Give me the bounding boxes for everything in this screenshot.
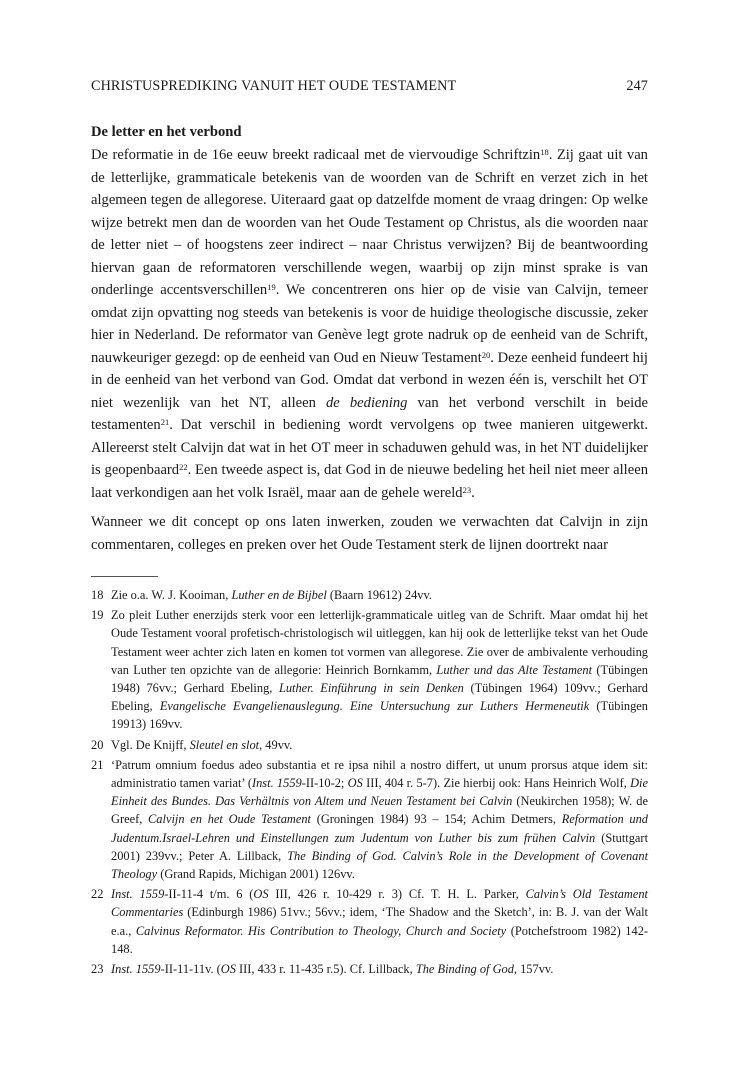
footnote-number: 23 bbox=[91, 962, 104, 977]
footnote-ref-22[interactable]: 22 bbox=[179, 462, 188, 472]
running-head-title: CHRISTUSPREDIKING VANUIT HET OUDE TESTAMENT bbox=[91, 78, 457, 94]
footnote-number: 22 bbox=[91, 887, 104, 902]
footnote-divider bbox=[91, 576, 158, 577]
footnote-22: 22 Inst. 1559-II-11-4 t/m. 6 (OS III, 426 r. 10-429 r. 3) Cf. T. H. L. Parker, Calvin’s Old Testament Commentaries (Edinburgh 1986) 51vv.; 56vv.; idem, ‘The Shadow and the Sketch’, in: B. J. van der Walt e.a., Calvinus Reformator. His Contribution to Theology, Church and Society (Potchefstroom 1982) 142-148. bbox=[91, 887, 649, 956]
footnote-ref-21[interactable]: 21 bbox=[160, 417, 170, 427]
footnote-ref-18[interactable]: 18 bbox=[540, 147, 549, 157]
footnote-number: 18 bbox=[91, 588, 104, 602]
page-number: 247 bbox=[626, 78, 648, 94]
book-page bbox=[91, 0, 648, 1068]
footnote-number: 20 bbox=[91, 737, 104, 752]
footnote-ref-19[interactable]: 19 bbox=[267, 282, 276, 292]
section-heading: De letter en het verbond bbox=[91, 124, 242, 140]
footnote-number: 21 bbox=[91, 757, 104, 772]
footnote-number: 19 bbox=[91, 608, 104, 623]
footnote-ref-23[interactable]: 23 bbox=[462, 484, 472, 495]
footnotes bbox=[91, 586, 648, 980]
footnote-19: 19 Zo pleit Luther enerzijds sterk voor een letterlijk-grammaticale uitleg van de Schrift. Maar omdat hij het Oude Testament vooral profetisch-christologisch wil uitleggen, kan hij ook de letterlijke tekst van het Oude Testament weer achter zich laten en komen tot vormen van allegorese. Zie over de ambivalente verhouding van Luther ten opzichte van de allegorie: Heinrich Bornkamm, Luther und das Alte Testament (Tübingen 1948) 76vv.; Gerhard Ebeling, Luther. Einführung in sein Denken (Tübingen 1964) 109vv.; Gerhard Ebeling, Evangelische Evangelienauslegung. Eine Untersuchung zur Luthers Hermeneutik (Tübingen 19913) 169vv. bbox=[91, 608, 648, 732]
emphasis-text: de bediening bbox=[326, 394, 408, 411]
paragraph-2: Wanneer we dit concept op ons laten inwerken, zouden we verwachten dat Calvijn in zijn commentaren, colleges en preken over het Oude Testament sterk de lijnen doortrekt naar bbox=[91, 514, 648, 553]
footnote-ref-20[interactable]: 20 bbox=[481, 349, 491, 360]
footnote-21: 21 ‘Patrum omnium foedus adeo substantia et re ipsa nihil a nostro differt, ut unum prorsus atque idem sit: administratio tamen variat’ (Inst. 1559-II-10-2; OS III, 404 r. 5-7). Zie hierbij ook: Hans Heinrich Wolf, Die Einheit des Bundes. Das Verhältnis von Altem und Neuen Testament bei Calvin (Neukirchen 1958); W. de Greef, Calvijn en het Oude Testament (Groningen 1984) 93 – 154; Achim Detmers, Reformation und Judentum.Israel-Lehren und Einstellungen zum Judentum von Luther bis zum frühen Calvin (Stuttgart 2001) 239vv.; Peter A. Lillback, The Binding of God. Calvin’s Role in the Development of Covenant Theology (Grand Rapids, Michigan 2001) 126vv. bbox=[91, 757, 649, 882]
paragraph-1: De reformatie in de 16e eeuw breekt radicaal met de viervoudige Schriftzin$^{18}$. Zij gaat uit van de letterlijke, grammaticale betekenis van de woorden van de Schrift en verzet zich in het algemeen tegen de allegorese. Uiteraard gaat op datzelfde moment de vraag dringen: Op welke wijze betrekt men dan de woorden van het Oude Testament op Christus, als die woorden naar de letter niet – of hoogstens zeer indirect – naar Christus verwijzen? Bij de beantwoording hiervan gaan de reformatoren verschillende wegen, waarbij op zijn minst sprake is van onderlinge accentsverschillen$^{19}$. We concentreren ons hier op de visie van Calvijn, temeer omdat zijn opvatting nog steeds van betekenis is voor de huidige theologische discussie, zeker hier in Nederland. De reformator van Genève legt grote nadruk op de eenheid van de Schrift, nauwkeuriger gezegd: op de eenheid van Oud en Nieuw Testament$^{20}$. Deze eenheid fundeert hij in de eenheid van het verbond van God. Omdat dat verbond in wezen één is, verschilt het OT niet wezenlijk van het NT, alleen de bediening van het verbond verschilt in beide testamenten$^{21}$. Dat verschil in bediening wordt vervolgens op twee manieren uitgewerkt. Allereerst stelt Calvijn dat wat in het OT meer in schaduwen gehuld was, in het NT duidelijker is geopenbaard$^{22}$. Een tweede aspect is, dat God in de nieuwe bedeling het heil niet meer alleen laat verkondigen aan het volk Israël, maar aan de gehele wereld$^{23}$. bbox=[91, 147, 648, 501]
footnote-20: 20 Vgl. De Knijff, Sleutel en slot, 49vv. bbox=[91, 736, 648, 754]
footnote-23: 23 Inst. 1559-II-11-11v. (OS III, 433 r. 11-435 r.5). Cf. Lillback, The Binding of God, 157vv. bbox=[91, 960, 648, 978]
footnote-18: 18 Zie o.a. W. J. Kooiman, Luther en de Bijbel (Baarn 19612) 24vv. bbox=[91, 586, 648, 604]
running-head bbox=[91, 78, 648, 98]
